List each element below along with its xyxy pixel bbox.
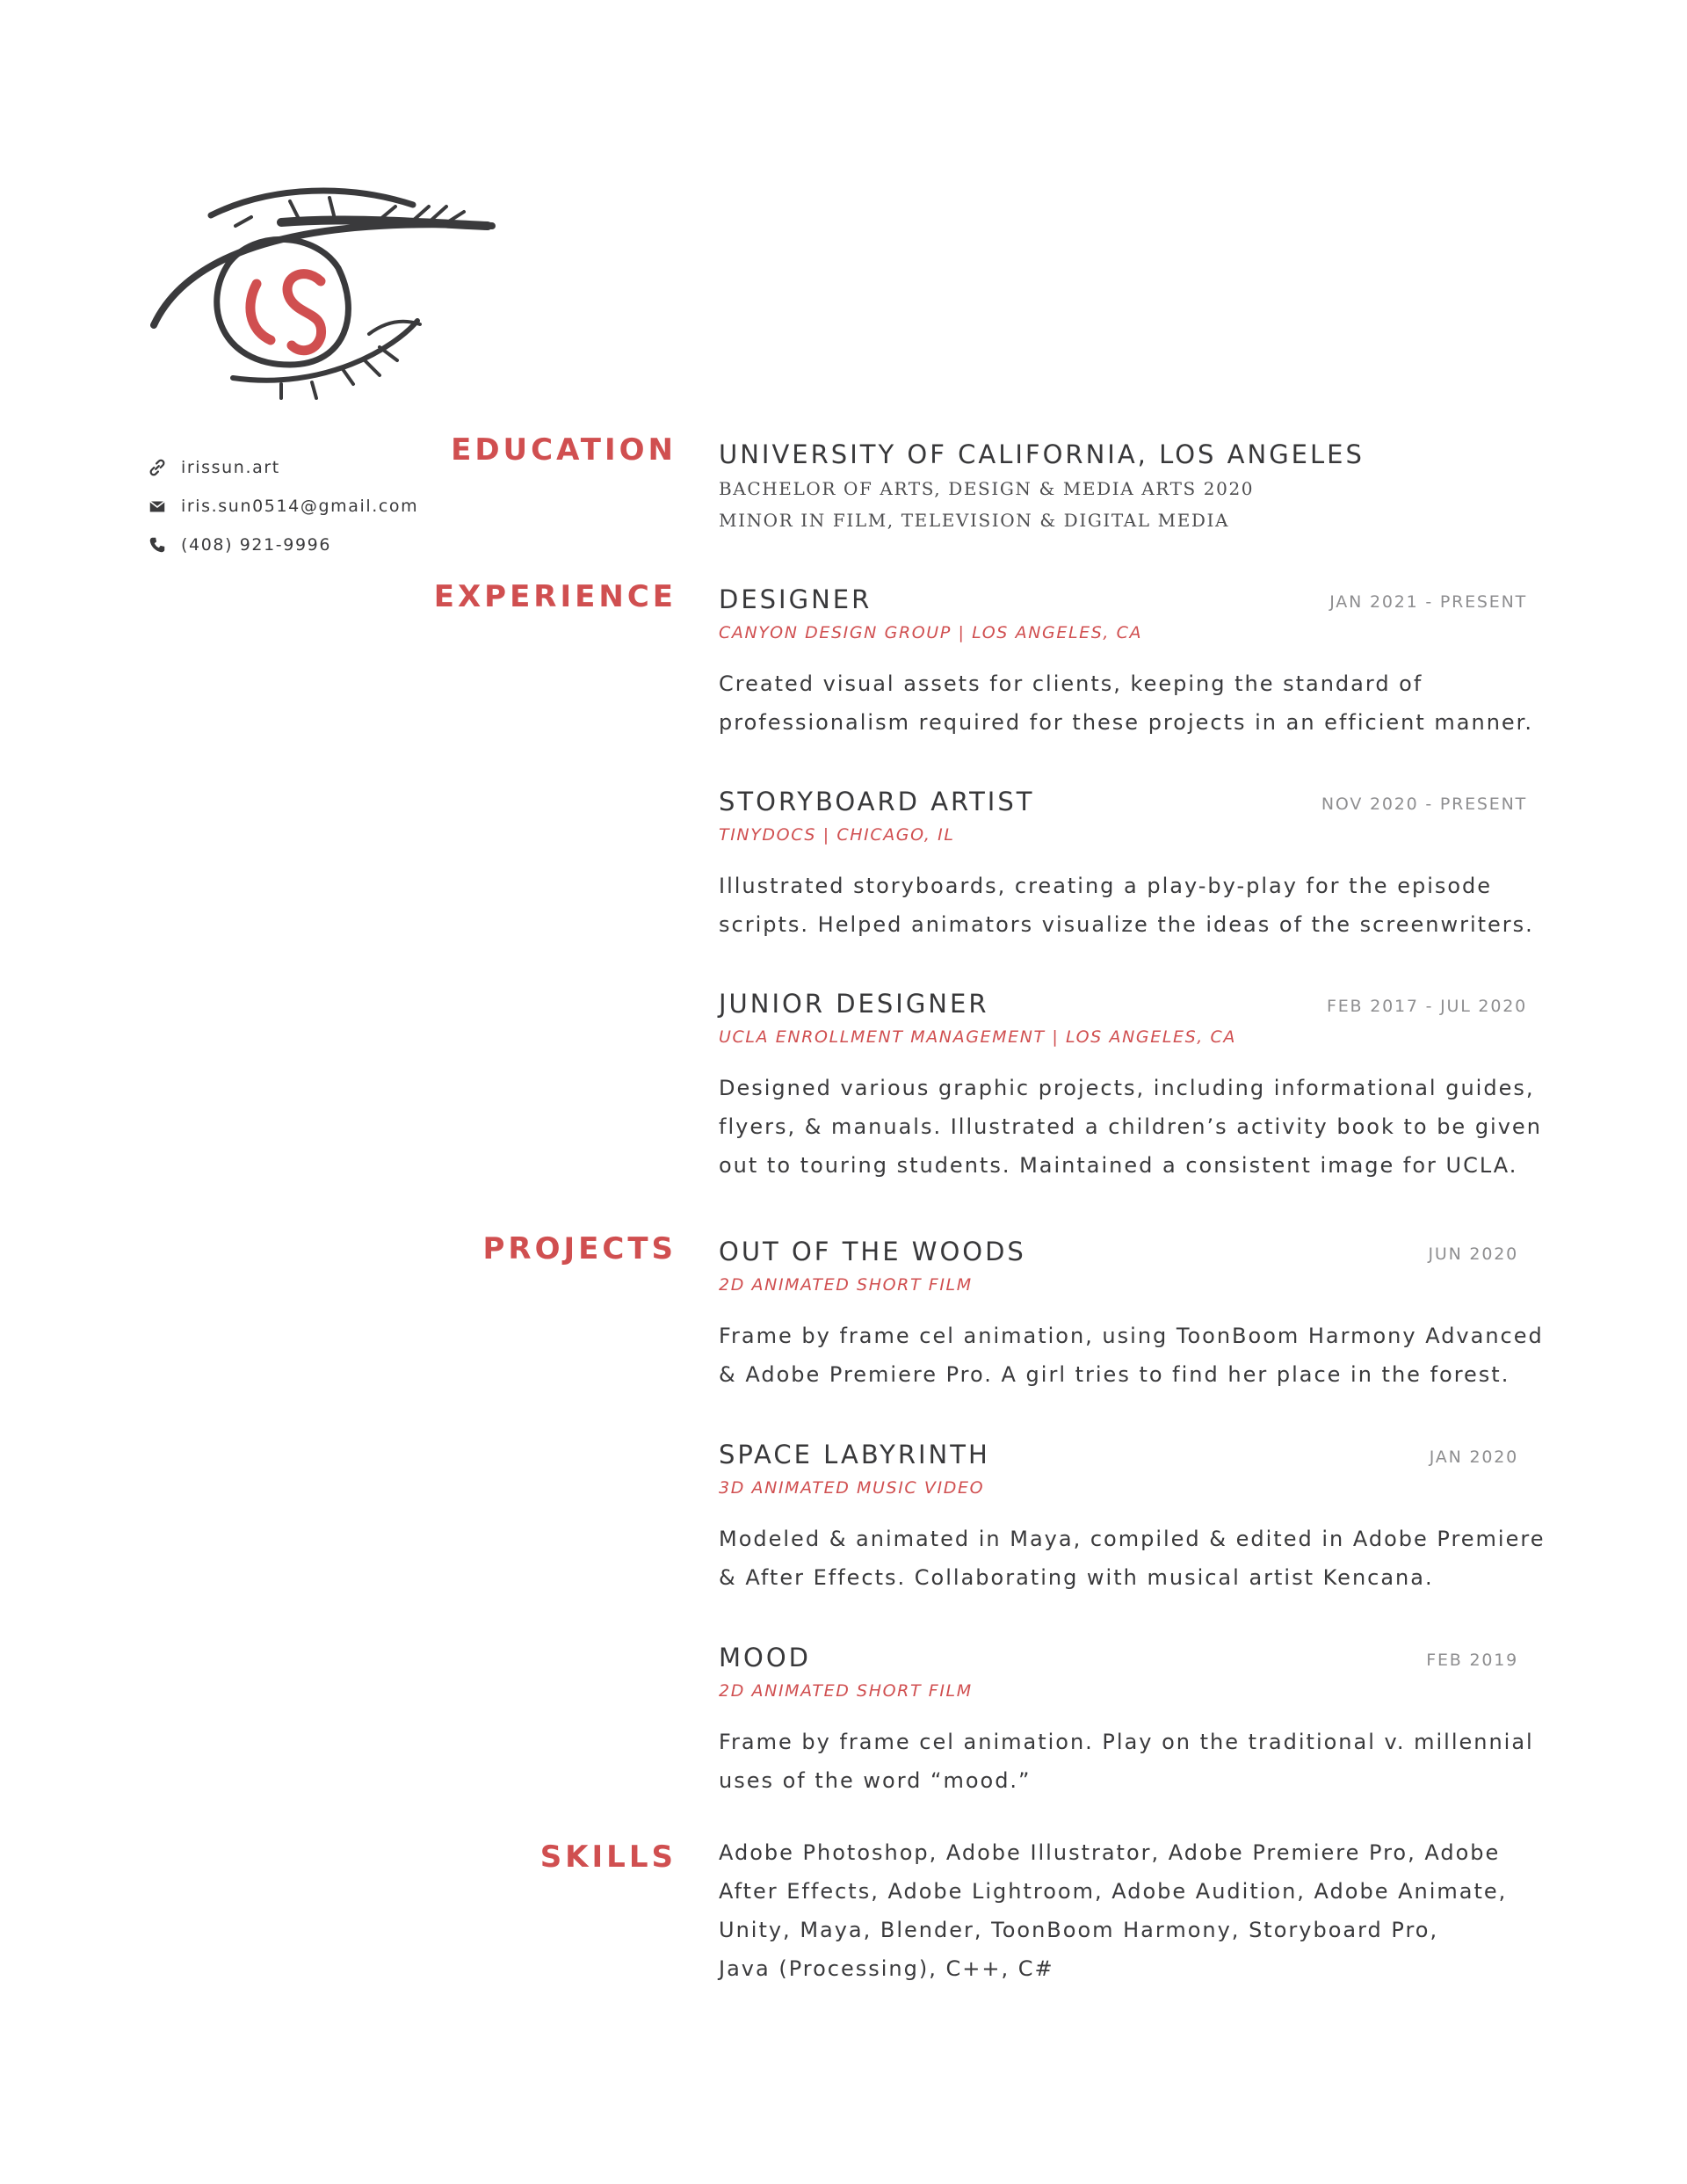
project-date: JUN 2020 [1428,1244,1518,1264]
job-org: UCLA ENROLLMENT MANAGEMENT | LOS ANGELES, CA [719,1027,1237,1047]
job-date: NOV 2020 - PRESENT [1321,795,1527,814]
description-line: Illustrated storyboards, creating a play-by-play for the episode [719,874,1493,898]
description-line: flyers, & manuals. Illustrated a children’s activity book to be given [719,1114,1542,1139]
job-date: FEB 2017 - JUL 2020 [1327,997,1527,1016]
project-type: 2D ANIMATED SHORT FILM [719,1275,973,1295]
contact-phone[interactable] [148,526,418,564]
skills-heading: SKILLS [539,1839,677,1875]
project-title: MOOD [719,1643,812,1672]
project-description [719,1317,1544,1394]
experience-heading: EXPERIENCE [433,579,677,614]
project-item [719,1643,1534,1800]
job-description [719,1069,1542,1185]
job-title: STORYBOARD ARTIST [719,787,1035,816]
contact-list [148,448,418,564]
experience-item [719,584,1533,742]
school-name: UNIVERSITY OF CALIFORNIA, LOS ANGELES [719,439,1365,469]
contact-website[interactable] [148,448,418,487]
project-title: SPACE LABYRINTH [719,1440,990,1469]
job-org: CANYON DESIGN GROUP | LOS ANGELES, CA [719,623,1143,642]
contact-email[interactable] [148,487,418,526]
mail-icon [148,497,167,516]
project-date: FEB 2019 [1426,1651,1518,1670]
phone-number[interactable]: (408) 921-9996 [181,535,332,555]
project-description [719,1520,1546,1597]
project-item [719,1237,1544,1394]
project-type: 3D ANIMATED MUSIC VIDEO [719,1478,985,1498]
description-line: Created visual assets for clients, keeping the standard of [719,671,1423,696]
phone-icon [148,535,167,555]
description-line: professionalism required for these projects in an efficient manner. [719,710,1533,735]
description-line: & After Effects. Collaborating with musical artist Kencana. [719,1565,1434,1590]
description-line: scripts. Helped animators visualize the ideas of the screenwriters. [719,912,1534,937]
email-link[interactable]: iris.sun0514@gmail.com [181,497,419,516]
skills-list [719,1833,1527,1988]
experience-item [719,989,1542,1185]
project-date: JAN 2020 [1429,1448,1518,1467]
education-heading: EDUCATION [451,432,677,468]
skills-line: Adobe Photoshop, Adobe Illustrator, Adobe Premiere Pro, Adobe [719,1840,1501,1865]
job-title: JUNIOR DESIGNER [719,989,989,1019]
project-title: OUT OF THE WOODS [719,1237,1026,1266]
description-line: Frame by frame cel animation, using ToonBoom Harmony Advanced [719,1324,1544,1348]
experience-item [719,787,1534,944]
project-item [719,1440,1546,1597]
skills-line: After Effects, Adobe Lightroom, Adobe Audition, Adobe Animate, [719,1879,1508,1904]
description-line: Frame by frame cel animation. Play on the traditional v. millennial [719,1730,1534,1754]
description-line: out to touring students. Maintained a consistent image for UCLA. [719,1153,1518,1178]
skills-text [719,1833,1527,1988]
job-date: JAN 2021 - PRESENT [1329,592,1527,612]
project-type: 2D ANIMATED SHORT FILM [719,1681,973,1701]
job-org: TINYDOCS | CHICAGO, IL [719,825,955,845]
description-line: Designed various graphic projects, including informational guides, [719,1076,1535,1100]
job-description [719,867,1534,944]
job-title: DESIGNER [719,584,872,614]
skills-line: Unity, Maya, Blender, ToonBoom Harmony, Storyboard Pro, [719,1918,1439,1942]
minor: MINOR IN FILM, TELEVISION & DIGITAL MEDIA [719,510,1230,531]
project-description [719,1723,1534,1800]
website-link[interactable]: irissun.art [181,458,280,477]
description-line: Modeled & animated in Maya, compiled & edited in Adobe Premiere [719,1527,1546,1551]
job-description [719,664,1533,742]
skills-line: Java (Processing), C++, C# [719,1956,1054,1981]
degree: BACHELOR OF ARTS, DESIGN & MEDIA ARTS 2020 [719,478,1255,499]
link-icon [148,458,167,477]
projects-heading: PROJECTS [482,1231,677,1266]
description-line: uses of the word “mood.” [719,1768,1032,1793]
eye-logo [149,180,501,409]
description-line: & Adobe Premiere Pro. A girl tries to find her place in the forest. [719,1362,1510,1387]
